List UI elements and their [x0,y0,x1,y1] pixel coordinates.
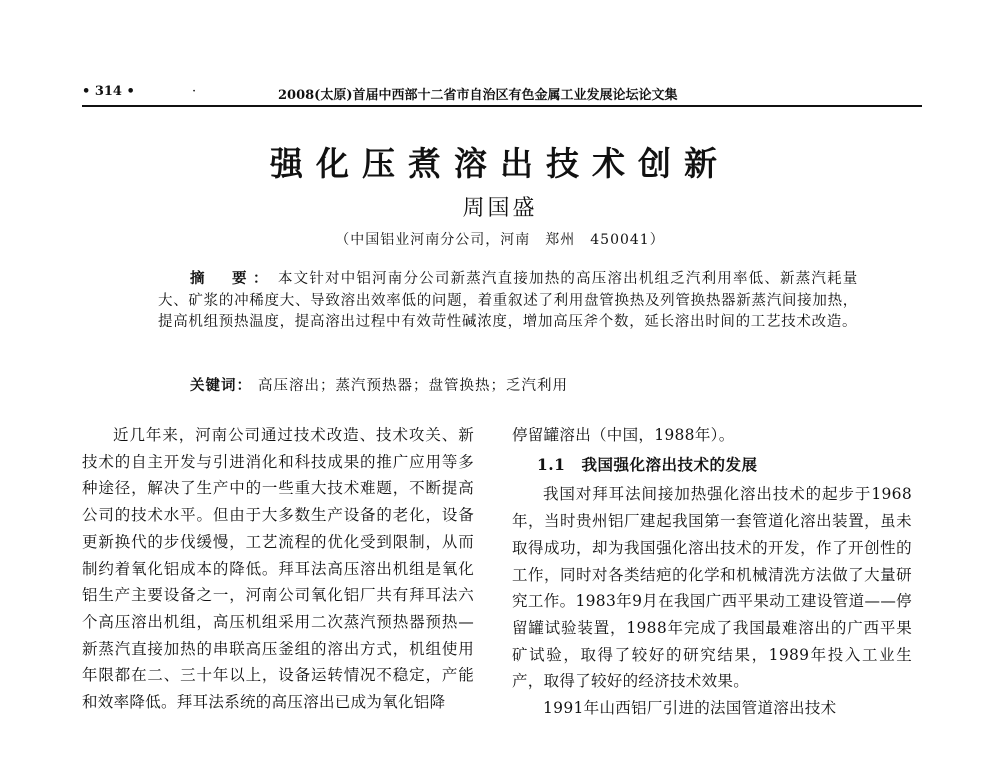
section-heading: 1.1 我国强化溶出技术的发展 [537,454,758,474]
author-affiliation: （中国铝业河南分公司，河南 郑州 450041） [335,232,665,248]
author-name: 周国盛 [462,196,538,221]
page-number: • 314 • [82,84,135,99]
body-paragraph: 我国对拜耳法间接加热强化溶出技术的起步于1968年，当时贵州铝厂建起我国第一套管道化溶出装置，虽未取得成功，却为我国强化溶出技术的开发，作了开创性的工作，同时对各类结疤的化学和机械清洗方法做了大量研究工作。1983年9月在我国广西平果动工建设管道——停留罐试验装置，1988年完成了我国最难溶出的广西平果矿试验，取得了较好的研究结果，1989年投入工业生产，取得了较好的经济技术效果。 [512,485,912,691]
abstract [158,268,858,334]
proceedings-title: 2008(太原)首届中西部十二省市自治区有色金属工业发展论坛论文集 [278,88,678,103]
header-rule [82,105,922,107]
body-paragraph: 近几年来，河南公司通过技术改造、技术攻关、新技术的自主开发与引进消化和科技成果的推广应用等多种途径，解决了生产中的一些重大技术难题，不断提高公司的技术水平。但由于大多数生产设备的老化，设备更新换代的步伐缓慢，工艺流程的优化受到限制，从而制约着氧化铝成本的降低。拜耳法高压溶出机组是氧化铝生产主要设备之一，河南公司氧化铝厂共有拜耳法六个高压溶出机组，高压机组采用二次蒸汽预热器预热—新蒸汽直接加热的串联高压釜组的溶出方式，机组使用年限都在二、三十年以上，设备运转情况不稳定，产能和效率降低。拜耳法系统的高压溶出已成为氧化铝降 [82,426,474,712]
article-title: 强化压煮溶出技术创新 [270,144,730,183]
body-line: 停留罐溶出（中国，1988年）。 [512,426,735,444]
header-separator: · [192,84,197,99]
body-left-column [82,422,474,716]
abstract-text: 本文针对中铝河南分公司新蒸汽直接加热的高压溶出机组乏汽利用率低、新蒸汽耗量大、矿浆的冲稀度大、导致溶出效率低的问题，着重叙述了利用盘管换热及列管换热器新蒸汽间接加热，提高机组预热温度，提高溶出过程中有效苛性碱浓度，增加高压斧个数，延长溶出时间的工艺技术改造。 [158,271,858,330]
abstract-label: 摘 要： [190,270,274,287]
keywords-text: 高压溶出；蒸汽预热器；盘管换热；乏汽利用 [258,378,568,394]
body-paragraph-continued: 1991年山西铝厂引进的法国管道溶出技术 [543,699,837,718]
running-header [82,84,922,106]
keywords-label: 关键词： [190,377,252,394]
keywords [190,374,568,395]
body-right-column [512,422,912,722]
